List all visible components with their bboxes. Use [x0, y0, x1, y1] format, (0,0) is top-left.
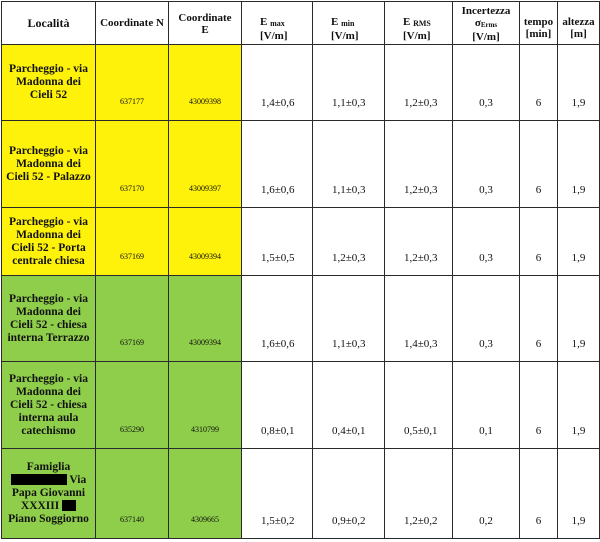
redaction-bar	[11, 474, 67, 485]
measurement-table	[1, 1, 600, 539]
header-incertezza	[453, 2, 520, 45]
cell-altezza: 1,9	[558, 276, 600, 362]
table-row	[2, 449, 600, 539]
header-inc-sub: Erms	[480, 21, 498, 29]
cell-coord-n: 637169	[96, 208, 169, 276]
header-inc-sigma: σ	[474, 17, 481, 29]
cell-emin: 1,1±0,3	[313, 45, 385, 121]
table-row	[2, 121, 600, 208]
cell-emax: 1,5±0,2	[242, 449, 313, 539]
table-row	[2, 208, 600, 276]
header-localita: Località	[2, 2, 96, 45]
cell-incertezza: 0,3	[453, 208, 520, 276]
cell-emax: 1,5±0,5	[242, 208, 313, 276]
cell-localita: Parcheggio - via Madonna dei Cieli 52 - Porta centrale chiesa	[2, 208, 96, 276]
cell-altezza: 1,9	[558, 121, 600, 208]
cell-localita: Parcheggio - via Madonna dei Cieli 52	[2, 45, 96, 121]
header-tempo-unit: [min]	[525, 28, 552, 40]
header-coord-e	[169, 2, 242, 45]
cell-altezza: 1,9	[558, 362, 600, 449]
cell-erms: 1,2±0,3	[385, 121, 453, 208]
header-emin-sub: min	[341, 19, 355, 28]
cell-emax: 0,8±0,1	[242, 362, 313, 449]
cell-erms: 1,2±0,3	[385, 208, 453, 276]
cell-altezza: 1,9	[558, 45, 600, 121]
cell-coord-e: 43009397	[169, 121, 242, 208]
header-altezza-label: altezza	[562, 16, 595, 28]
header-coord-n: Coordinate N	[96, 2, 169, 45]
header-erms-sub: RMS	[413, 19, 431, 28]
cell-emax: 1,6±0,6	[242, 121, 313, 208]
header-altezza-unit: [m]	[570, 28, 587, 40]
header-erms-e: E	[403, 16, 411, 28]
header-row	[2, 2, 600, 45]
header-emin-unit: [V/m]	[331, 30, 359, 42]
cell-tempo: 6	[520, 45, 558, 121]
cell-incertezza: 0,1	[453, 362, 520, 449]
cell-incertezza: 0,2	[453, 449, 520, 539]
table-row	[2, 362, 600, 449]
cell-tempo: 6	[520, 449, 558, 539]
redaction-bar	[62, 500, 76, 511]
cell-coord-e: 4310799	[169, 362, 242, 449]
cell-altezza: 1,9	[558, 208, 600, 276]
cell-coord-n: 637169	[96, 276, 169, 362]
cell-tempo: 6	[520, 362, 558, 449]
header-inc-unit: [V/m]	[472, 31, 500, 43]
header-altezza	[558, 2, 600, 45]
header-emin	[313, 2, 385, 45]
cell-coord-n: 637140	[96, 449, 169, 539]
table-row	[2, 276, 600, 362]
header-emax-unit: [V/m]	[260, 30, 288, 42]
cell-incertezza: 0,3	[453, 121, 520, 208]
header-tempo-label: tempo	[523, 16, 554, 28]
header-erms-unit: [V/m]	[403, 30, 431, 42]
cell-coord-e: 43009394	[169, 276, 242, 362]
cell-coord-n: 635290	[96, 362, 169, 449]
cell-tempo: 6	[520, 208, 558, 276]
cell-emin: 1,1±0,3	[313, 121, 385, 208]
cell-altezza: 1,9	[558, 449, 600, 539]
cell-emax: 1,6±0,6	[242, 276, 313, 362]
cell-incertezza: 0,3	[453, 276, 520, 362]
cell-coord-e: 4309665	[169, 449, 242, 539]
cell-localita: Parcheggio - via Madonna dei Cieli 52 - chiesa interna Terrazzo	[2, 276, 96, 362]
header-emax-sub: max	[270, 19, 285, 28]
cell-localita: Parcheggio - via Madonna dei Cieli 52 - Palazzo	[2, 121, 96, 208]
cell-coord-n: 637177	[96, 45, 169, 121]
cell-localita-part-c: Piano Soggiorno	[8, 513, 89, 525]
table-row	[2, 45, 600, 121]
header-emin-e: E	[331, 16, 339, 28]
cell-tempo: 6	[520, 276, 558, 362]
header-erms	[385, 2, 453, 45]
cell-coord-n: 637170	[96, 121, 169, 208]
cell-emin: 0,9±0,2	[313, 449, 385, 539]
header-coord-e-line1: Coordinate	[178, 12, 232, 24]
cell-coord-e: 43009394	[169, 208, 242, 276]
header-inc-label: Incertezza	[461, 5, 511, 17]
cell-tempo: 6	[520, 121, 558, 208]
cell-localita	[2, 449, 96, 539]
cell-emin: 1,2±0,3	[313, 208, 385, 276]
header-tempo	[520, 2, 558, 45]
cell-erms: 1,4±0,3	[385, 276, 453, 362]
cell-localita: Parcheggio - via Madonna dei Cieli 52 - chiesa interna aula catechismo	[2, 362, 96, 449]
cell-localita-part-a: Famiglia	[26, 461, 71, 473]
cell-coord-e: 43009398	[169, 45, 242, 121]
header-emax-e: E	[260, 16, 268, 28]
cell-erms: 0,5±0,1	[385, 362, 453, 449]
header-emax	[242, 2, 313, 45]
cell-erms: 1,2±0,2	[385, 449, 453, 539]
cell-emax: 1,4±0,6	[242, 45, 313, 121]
cell-incertezza: 0,3	[453, 45, 520, 121]
cell-emin: 1,1±0,3	[313, 276, 385, 362]
cell-emin: 0,4±0,1	[313, 362, 385, 449]
cell-localita-part-b: Via Papa Giovanni XXXIII	[11, 474, 87, 512]
cell-erms: 1,2±0,3	[385, 45, 453, 121]
header-coord-e-line2: E	[201, 24, 209, 36]
